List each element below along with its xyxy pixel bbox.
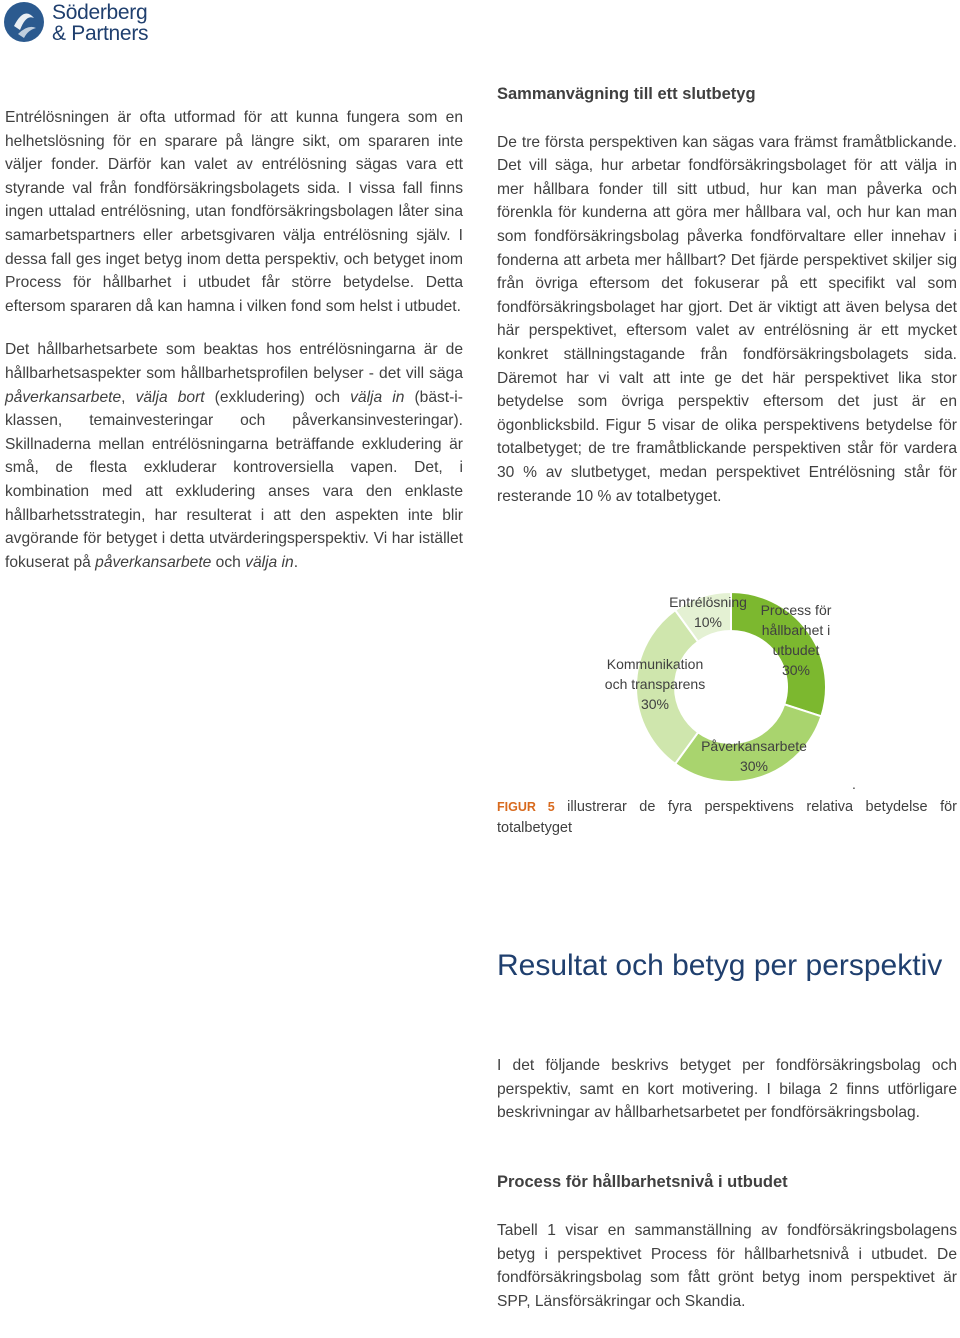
right-paragraph: De tre första perspektiven kan sägas vara främst framåtblickande. Det vill säga, hur arbetar fondförsäkringsbolaget för att välja in mer hållbara fonder till sitt utbud, hur kan man påverka och förenkla för kunderna att göra mer hållbara val, och hur kan man som fondförsäkringsbolag påverka fondförvaltare eller innehav i fonderna att arbeta mer hållbart? Det fjärde perspektivet skiljer sig från övriga eftersom det fokuserar på ett specifikt val som fondförsäkringsbolaget har gjort. Det är viktigt att även belysa det här perspektivet, eftersom valet av entrélösning är ett mycket konkret ställningstagande från fondförsäkringsbolagets sida. Däremot har vi valt att inte ge det här perspektivet lika stor betydelse som övriga perspektiv eftersom det just är en ögonblicksbild. Figur 5 visar de olika perspektivens betydelse för totalbetyget; de tre framåtblickande perspektiven står för vardera 30 % av slutbetyget, medan perspektivet Entrélösning står för resterande 10 % av totalbetyget.	[497, 133, 957, 505]
label-process: Process för hållbarhet i utbudet 30%	[760, 602, 832, 678]
subheading-process: Process för hållbarhetsnivå i utbudet	[497, 1173, 788, 1191]
section-paragraph: Tabell 1 visar en sammanställning av fondförsäkringsbolagens betyg i perspektivet Process för hållbarhetsnivå i utbudet. De fondförsäkringsbolag som fått grönt betyg inom perspektivet är SPP, Länsförsäkringar och Skandia.	[497, 1222, 957, 1310]
left-column	[5, 106, 463, 574]
label-paverkansarbete: Påverkansarbete 30%	[701, 738, 807, 774]
left-paragraph-2: Det hållbarhetsarbete som beaktas hos entrélösningarna är de hållbarhetsaspekter som hållbarhetsprofilen belyser - det vill säga påverkansarbete, välja bort (exkludering) och välja in (bäst-i-klassen, temainvesteringar och påverkansinvesteringar). Skillnaderna mellan entrélösningarna beträffande exkludering är små, de flesta exkluderar kontroversiella vapen. Det, i kombination med att exkludering anses vara den enklaste hållbarhetsstrategin, har resulterat i att den aspekten inte blir avgörande för betyget i detta utvärderingsperspektiv. Vi har istället fokuserat på påverkansarbete och välja in.	[5, 341, 463, 571]
section-title: Resultat och betyg per perspektiv	[497, 949, 943, 982]
logo-line-1: Söderberg	[52, 1, 148, 24]
figure-caption	[497, 797, 957, 839]
left-paragraph-1: Entrélösningen är ofta utformad för att kunna fungera som en helhetslösning för en sparare på längre sikt, om spararen inte väljer fonder. Därför kan valet av entrélösning sägas vara ett styrande val från fondförsäkringsbolagets sida. I vissa fall finns ingen uttalad entrélösning, utan fondförsäkringsbolagen låter sina samarbetspartners eller arbetsgivaren välja entrélösning själv. I dessa fall ges inget betyg inom detta perspektiv, och betyget inom Process för hållbarhet i utbudet får större betydelse. Detta eftersom spararen då kan hamna i vilken fond som helst i utbudet.	[5, 109, 463, 315]
label-entrelosning: Entrélösning 10%	[669, 594, 747, 630]
section-intro: I det följande beskrivs betyget per fondförsäkringsbolag och perspektiv, samt en kort motivering. I bilaga 2 finns utförligare beskrivningar av hållbarhetsarbetet per fondförsäkringsbolag.	[497, 1057, 957, 1122]
label-kommunikation: Kommunikation och transparens 30%	[604, 656, 706, 712]
caption-text: illustrerar de fyra perspektivens relativa betydelse för totalbetyget	[497, 799, 957, 836]
company-logo	[2, 0, 162, 48]
figure-label: FIGUR 5	[497, 800, 555, 814]
section-heading-sammanvagning: Sammanvägning till ett slutbetyg	[497, 85, 756, 103]
logo-mark-icon	[2, 0, 46, 44]
donut-chart	[596, 580, 856, 790]
right-column	[497, 83, 957, 508]
logo-line-2: & Partners	[52, 22, 149, 45]
trailing-dot: .	[852, 776, 856, 792]
